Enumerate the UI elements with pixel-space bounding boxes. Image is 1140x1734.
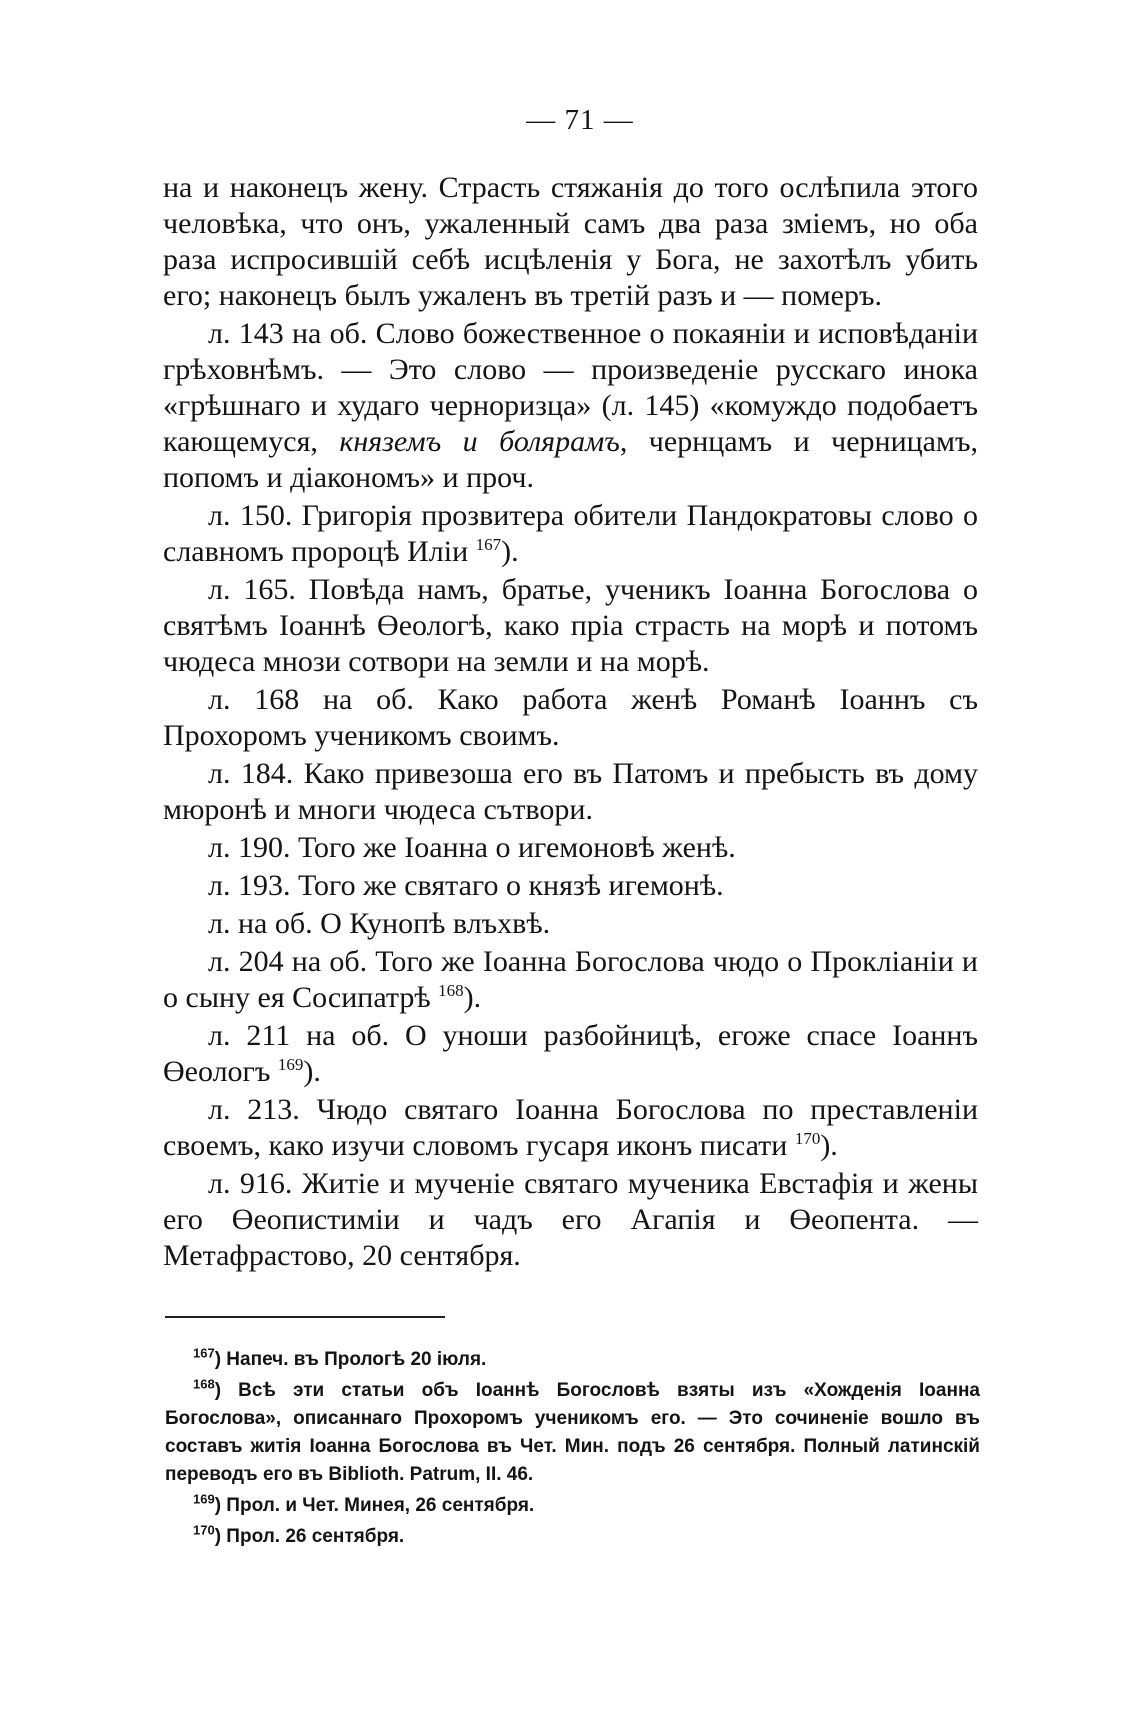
paragraph-text: л. 150. Григорія прозвитера обители Пандократовы слово о славномъ пророцѣ Иліи [163, 499, 978, 568]
footnote-text: ) Прол. и Чет. Минея, 26 сентября. [214, 1495, 535, 1516]
paragraph-text: л. 190. Того же Іоанна о игемоновѣ женѣ. [208, 831, 736, 864]
paragraph [163, 1092, 978, 1164]
paragraph-text: л. 143 на об. Слово божественное о покаяніи и исповѣданіи грѣховнѣмъ. — Это слово — произведеніе русскаго инока «грѣшнаго и худаго черноризца» (л. 145) «комуждо подобаетъ кающемуся, [163, 317, 978, 458]
paragraph [163, 1018, 978, 1090]
paragraph-text: л. 916. Житіе и мученіе святаго мученика Евстафія и жены его Өеопистиміи и чадъ его Агапія и Өеопента. — Метафрастово, 20 сентября. [163, 1167, 978, 1272]
paragraph-text: л. на об. О Кунопѣ влъхвѣ. [208, 907, 551, 940]
paragraph-text: ). [501, 535, 519, 568]
paragraph [163, 944, 978, 1016]
footnote-text: ) Всѣ эти статьи объ Іоаннѣ Богословѣ взяты изъ «Хожденія Іоанна Богослова», описаннаго Прохоромъ ученикомъ его. — Это сочиненіе вошло въ составъ житія Іоанна Богослова въ Чет. Мин. подъ 26 сентября. Полный латинскій переводъ его въ Biblioth. Patrum, II. 46. [165, 1380, 980, 1485]
paragraph [163, 498, 978, 570]
footnotes [165, 1346, 980, 1554]
paragraph [163, 756, 978, 828]
footnote [165, 1346, 980, 1374]
paragraph [163, 830, 978, 866]
paragraph-text: ). [303, 1055, 321, 1088]
footnote-ref: 170 [794, 1129, 821, 1148]
footnote-number: 169 [193, 1491, 215, 1507]
paragraph [163, 170, 978, 314]
paragraph-text: л. 184. Како привезоша его въ Патомъ и пребысть въ дому мюронѣ и многи чюдеса сътвори. [163, 757, 978, 826]
paragraph-text: , чернцамъ и черницамъ, попомъ и діакономъ» и проч. [163, 425, 978, 494]
paragraph-text: на и наконецъ жену. Страсть стяжанія до того ослѣпила этого человѣка, что онъ, ужаленный самъ два раза зміемъ, но оба раза испросившій себѣ исцѣленія у Бога, не захотѣлъ убить его; наконецъ былъ ужаленъ въ третій разъ и — померъ. [163, 171, 978, 312]
paragraph-text: л. 193. Того же святаго о князѣ игемонѣ. [208, 869, 724, 902]
footnote-ref: 169 [277, 1055, 304, 1074]
paragraph-text: л. 168 на об. Како работа женѣ Романѣ Іоаннъ съ Прохоромъ ученикомъ своимъ. [163, 683, 978, 752]
footnote-text: ) Напеч. въ Прологѣ 20 іюля. [214, 1349, 487, 1370]
footnote-number: 167 [193, 1345, 215, 1361]
paragraph [163, 572, 978, 680]
paragraph [163, 906, 978, 942]
paragraph-text: л. 213. Чюдо святаго Іоанна Богослова по преставленіи своемъ, како изучи словомъ гусаря иконъ писати [163, 1093, 978, 1162]
paragraph [163, 316, 978, 496]
paragraph-text: ). [820, 1129, 838, 1162]
footnote-number: 168 [193, 1376, 215, 1392]
footnote [165, 1523, 980, 1551]
paragraph [163, 682, 978, 754]
paragraph [163, 868, 978, 904]
footnote-text: ) Прол. 26 сентября. [214, 1526, 405, 1547]
page-number: — 71 — [526, 104, 634, 136]
paragraph-text: ). [463, 981, 482, 1014]
footnote-ref: 167 [475, 535, 502, 554]
paragraph-text: л. 204 на об. Того же Іоанна Богослова чюдо о Прокліаніи и о сыну ея Сосипатрѣ [163, 945, 978, 1014]
italic-text: княземъ и болярамъ [339, 425, 620, 458]
paragraph-text: л. 165. Повѣда намъ, братье, ученикъ Іоанна Богослова о святѣмъ Іоаннѣ Өеологѣ, како пріа страсть на морѣ и потомъ чюдеса мнози сотвори на земли и на морѣ. [163, 573, 978, 678]
footnote [165, 1377, 980, 1489]
main-text [163, 170, 978, 1274]
footnote-divider [165, 1316, 445, 1318]
footnote-ref: 168 [438, 981, 464, 1000]
paragraph-text: л. 211 на об. О уноши разбойницѣ, егоже спасе Іоаннъ Өеологъ [163, 1019, 978, 1088]
paragraph [163, 1166, 978, 1274]
footnote [165, 1492, 980, 1520]
footnote-number: 170 [193, 1522, 215, 1538]
